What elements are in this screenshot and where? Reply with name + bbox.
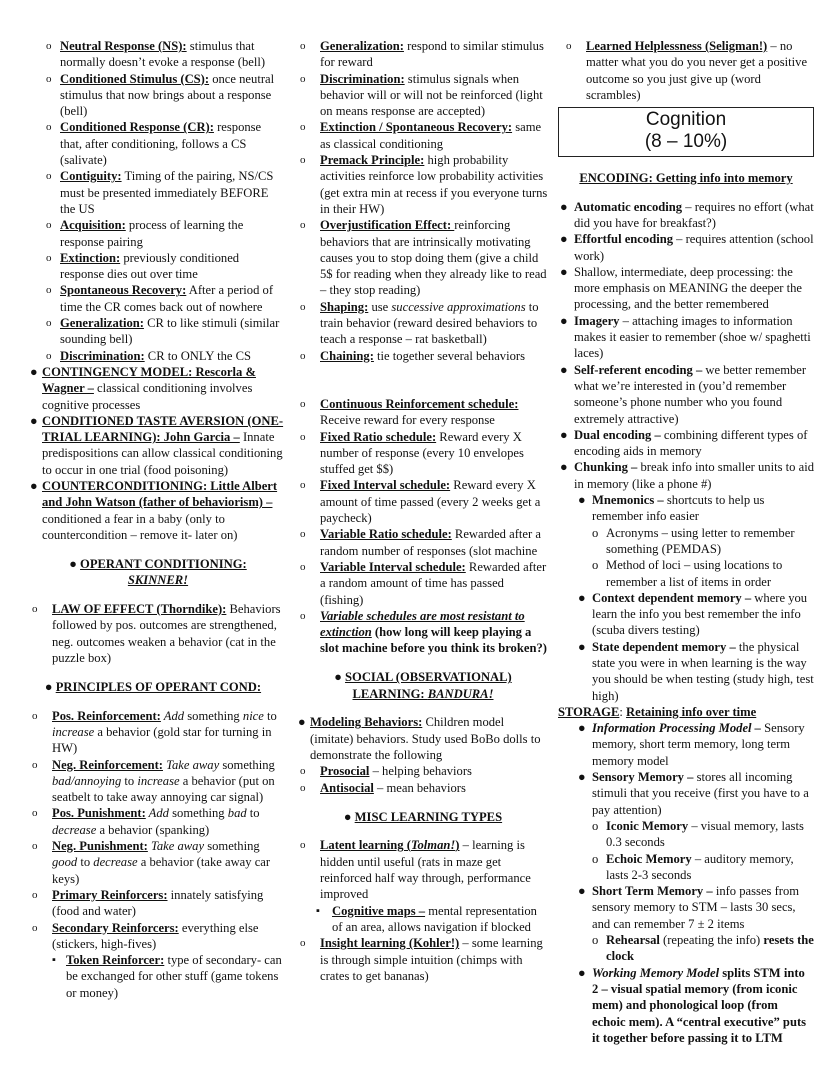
definition: Behaviors followed by pos. outcomes are strengthened, neg. outcomes weaken a behavior (cat in the puzzle box) xyxy=(52,601,281,665)
definition: – learning is hidden until useful (rats in maze get reinforced half way through, performance improved xyxy=(320,838,531,902)
section-heading xyxy=(558,704,814,720)
circle-bullet-icon: o xyxy=(46,121,52,134)
term: Echoic Memory xyxy=(606,851,692,866)
heading: OPERANT CONDITIONING: xyxy=(80,556,247,571)
text: a behavior (put on seatbelt to take away annoying car signal) xyxy=(52,773,275,805)
circle-bullet-icon: o xyxy=(46,72,52,85)
circle-bullet-icon: o xyxy=(46,349,52,362)
list-item xyxy=(558,557,814,590)
circle-bullet-icon: o xyxy=(32,888,38,901)
circle-bullet-icon: o xyxy=(300,397,306,410)
bullet-icon: ● xyxy=(578,590,586,605)
circle-bullet-icon: o xyxy=(592,525,599,540)
emphasis: increase xyxy=(137,773,180,788)
definition: Reward every X number of response (every 10 envelopes stuffed get $$) xyxy=(320,429,524,477)
text: something xyxy=(184,708,243,723)
bullet-icon: ● xyxy=(560,264,568,279)
circle-bullet-icon: o xyxy=(46,284,52,297)
text: to xyxy=(77,855,94,870)
bullet-icon: ● xyxy=(578,884,586,899)
definition: Children model (imitate) behaviors. Study used BoBo dolls to demonstrate the following xyxy=(310,715,541,763)
list-item xyxy=(298,837,548,902)
term: Learned Helplessness (Seligman!) xyxy=(586,39,768,53)
circle-bullet-icon: o xyxy=(592,851,599,866)
definition: Method of loci – using locations to remember a list of items in order xyxy=(606,558,783,589)
definition: stimulus signals when behavior will or will not be reinforced (light on means response are accepted) xyxy=(320,71,543,119)
definition: Timing of the pairing, NS/CS must be presented immediately BEFORE the US xyxy=(60,169,274,216)
text: a behavior (gold star for turning in HW) xyxy=(52,724,272,756)
term: Automatic encoding xyxy=(574,199,683,214)
definition: Receive reward for every response xyxy=(320,413,495,428)
definition: previously conditioned response dies out over time xyxy=(60,250,240,282)
circle-bullet-icon: o xyxy=(300,839,306,852)
term: Acquisition: xyxy=(60,218,126,233)
heading: MISC LEARNING TYPES xyxy=(354,809,503,824)
bullet-icon: ● xyxy=(560,313,568,328)
square-bullet-icon: ▪ xyxy=(52,954,56,967)
emphasis: decrease xyxy=(52,822,97,837)
list-item xyxy=(298,477,548,526)
definition: info passes from sensory memory to STM – lasts 30 secs, and can remember 7 ± 2 items xyxy=(592,884,800,931)
list-item xyxy=(558,932,814,965)
definition: CR to like stimuli (similar sounding bell) xyxy=(60,316,280,347)
list-item xyxy=(558,199,814,232)
list-item xyxy=(558,818,814,851)
list-item xyxy=(30,119,286,168)
circle-bullet-icon: o xyxy=(32,758,38,771)
list-item xyxy=(558,965,814,1046)
circle-bullet-icon: o xyxy=(32,602,38,615)
circle-bullet-icon: o xyxy=(300,154,306,167)
term: Chunking – xyxy=(574,460,638,475)
section-title-box xyxy=(558,107,814,157)
heading-subtitle: Retaining info over time xyxy=(626,704,757,719)
list-item xyxy=(30,282,286,315)
circle-bullet-icon: o xyxy=(300,219,306,232)
circle-bullet-icon: o xyxy=(46,40,52,52)
list-item xyxy=(30,805,286,838)
emphasis: good xyxy=(52,855,78,870)
circle-bullet-icon: o xyxy=(300,349,306,362)
list-item xyxy=(30,708,286,757)
heading: STORAGE xyxy=(558,704,620,719)
term: Neutral Response (NS): xyxy=(60,39,187,53)
term: Imagery xyxy=(574,313,620,328)
definition: – mean behaviors xyxy=(373,780,466,795)
list-item xyxy=(30,250,286,283)
list-item xyxy=(30,952,286,1001)
heading: COUNTERCONDITIONING: Little Albert and John Watson (father of behaviorism) – xyxy=(42,479,278,510)
term: Variable Interval schedule: xyxy=(320,559,466,574)
list-item xyxy=(30,413,286,478)
term: Contiguity: xyxy=(60,169,122,184)
bullet-icon: ● xyxy=(334,670,342,685)
list-item xyxy=(558,590,814,639)
definition: response that, after conditioning, follows a CS (salivate) xyxy=(60,120,262,168)
heading-name: SKINNER! xyxy=(127,573,189,588)
term: Context dependent memory – xyxy=(592,590,752,605)
section-percentage: (8 – 10%) xyxy=(644,131,728,153)
definition: reinforcing behaviors that are intrinsically motivating causes you to stop doing them (give a child 5$ for reading when they already like to read – they stop reading) xyxy=(320,218,547,298)
column-2 xyxy=(298,38,548,984)
term: Generalization: xyxy=(60,316,144,331)
emphasis: Take away xyxy=(147,839,205,854)
list-item xyxy=(558,492,814,525)
list-item xyxy=(558,38,814,103)
list-item xyxy=(558,769,814,818)
definition: Innate predispositions can allow classical conditioning to occur in one trial (food poisoning) xyxy=(42,430,283,477)
bullet-icon: ● xyxy=(560,362,568,377)
section-title: Cognition xyxy=(645,109,727,131)
bullet-icon: ● xyxy=(578,639,586,654)
bullet-icon: ● xyxy=(343,809,352,824)
term: Discrimination: xyxy=(320,71,405,86)
circle-bullet-icon: o xyxy=(32,709,38,722)
term: Extinction: xyxy=(60,250,121,265)
list-item xyxy=(298,119,548,152)
term: Rehearsal xyxy=(606,933,660,948)
section-heading xyxy=(30,556,286,589)
list-item xyxy=(558,720,814,769)
list-item xyxy=(558,362,814,427)
definition: CR to ONLY the CS xyxy=(144,348,252,363)
term: Prosocial xyxy=(320,764,370,779)
circle-bullet-icon: o xyxy=(46,251,52,264)
circle-bullet-icon: o xyxy=(566,40,572,52)
term: Shaping: xyxy=(320,299,369,314)
definition: – no matter what you do you never get a positive outcome so you just give up (word scrambles) xyxy=(586,39,808,102)
definition: combining different types of encoding aids in memory xyxy=(574,427,808,459)
circle-bullet-icon: o xyxy=(300,300,306,313)
list-item xyxy=(30,71,286,120)
term: Fixed Interval schedule: xyxy=(320,478,451,493)
definition: respond to similar stimulus for reward xyxy=(320,39,544,70)
term: Primary Reinforcers: xyxy=(52,887,168,902)
term: Overjustification Effect: xyxy=(320,218,455,233)
circle-bullet-icon: o xyxy=(300,765,306,778)
text: to train behavior (reward desired behaviors to teach a response – rat basketball) xyxy=(320,299,539,347)
definition: shortcuts to help us remember info easier xyxy=(592,493,765,524)
emphasis: successive approximations xyxy=(391,299,526,314)
term: Generalization: xyxy=(320,39,404,53)
text: something xyxy=(219,757,275,772)
definition: where you learn the info you best remember the info (scuba divers testing) xyxy=(592,590,808,638)
term: Secondary Reinforcers: xyxy=(52,920,179,935)
definition: stimulus that normally doesn’t evoke a response (bell) xyxy=(60,39,266,70)
definition: – requires attention (school work) xyxy=(574,232,814,263)
text: a behavior (take away car keys) xyxy=(52,855,271,886)
list-item xyxy=(30,168,286,217)
text: something xyxy=(168,806,228,821)
circle-bullet-icon: o xyxy=(300,479,306,492)
term: Variable schedules are most resistant to extinction xyxy=(320,608,525,640)
list-item xyxy=(298,152,548,217)
term: Mnemonics – xyxy=(592,493,664,508)
list-item xyxy=(298,608,548,657)
definition: – some learning is through simple intuition (chimps with crates to get bananas) xyxy=(320,936,543,983)
column-1 xyxy=(30,38,286,1001)
bullet-icon: ● xyxy=(578,965,586,980)
text: to xyxy=(121,773,138,788)
text: a behavior (spanking) xyxy=(96,822,210,837)
circle-bullet-icon: o xyxy=(300,560,306,573)
heading: CONTINGENCY MODEL: Rescorla & Wagner – xyxy=(42,364,256,396)
bullet-icon: ● xyxy=(578,721,586,736)
circle-bullet-icon: o xyxy=(46,219,52,232)
term: Conditioned Response (CR): xyxy=(60,120,214,135)
term: Antisocial xyxy=(320,780,374,795)
definition: Sensory memory, short term memory, long term memory model xyxy=(592,721,805,768)
list-item xyxy=(298,714,548,763)
definition: (repeating the info) xyxy=(659,933,764,948)
bullet-icon: ● xyxy=(560,232,568,247)
section-heading xyxy=(298,669,548,702)
list-item xyxy=(298,38,548,71)
term: Neg. Punishment: xyxy=(52,839,148,854)
definition: everything else (stickers, high-fives) xyxy=(52,920,259,951)
term: Short Term Memory – xyxy=(592,884,713,899)
definition: process of learning the response pairing xyxy=(60,218,244,249)
definition: once neutral stimulus that now brings about a response (bell) xyxy=(60,71,275,119)
list-item xyxy=(298,299,548,348)
emphasis: increase xyxy=(52,724,95,739)
text: to xyxy=(246,806,260,821)
term: Information Processing Model – xyxy=(592,721,761,736)
emphasis: Add xyxy=(145,806,169,821)
definition: (how long will keep playing a slot machine before you think its broken?) xyxy=(320,625,547,656)
list-item xyxy=(298,396,548,429)
term: Chaining: xyxy=(320,348,374,363)
emphasis: nice xyxy=(242,708,264,723)
list-item xyxy=(30,38,286,71)
term: LAW OF EFFECT (Thorndike): xyxy=(52,601,227,616)
bullet-icon: ● xyxy=(30,364,38,379)
list-item xyxy=(298,935,548,984)
list-item xyxy=(30,315,286,348)
list-item xyxy=(558,851,814,884)
circle-bullet-icon: o xyxy=(300,430,306,443)
bullet-icon: ● xyxy=(578,770,586,785)
emphasis: Take away xyxy=(162,757,220,772)
list-item xyxy=(30,838,286,887)
list-item xyxy=(558,264,814,313)
heading: CONDITIONED TASTE AVERSION (ONE-TRIAL LEARNING): John Garcia – xyxy=(42,413,284,445)
list-item xyxy=(558,231,814,264)
circle-bullet-icon: o xyxy=(32,921,38,934)
term: Iconic Memory xyxy=(606,818,689,833)
section-heading xyxy=(298,809,548,825)
definition: Shallow, intermediate, deep processing: the more emphasis on MEANING the deeper the processing, and the better remembered xyxy=(574,264,803,312)
term-name: Tolman! xyxy=(410,838,456,853)
circle-bullet-icon: o xyxy=(300,609,306,622)
list-item xyxy=(298,71,548,120)
section-heading xyxy=(558,170,814,186)
definition: the physical state you were in when learning is the way you should be when testing (study high, test high) xyxy=(592,639,814,703)
definition: tie together several behaviors xyxy=(373,348,525,363)
text: to xyxy=(263,708,277,723)
definition: Reward every X amount of time passed (every 2 weeks get a paycheck) xyxy=(320,478,541,526)
heading-separator: : xyxy=(619,704,627,719)
circle-bullet-icon: o xyxy=(592,558,599,573)
circle-bullet-icon: o xyxy=(300,781,306,794)
circle-bullet-icon: o xyxy=(300,72,306,85)
term: State dependent memory – xyxy=(592,639,736,654)
term: Premack Principle: xyxy=(320,153,425,168)
definition: we better remember what we’re interested in (you’d remember someone’s phone number who you found extremely attractive) xyxy=(574,362,807,426)
term: Continuous Reinforcement schedule: xyxy=(320,396,519,411)
definition: Rewarded after a random number of responses (slot machine xyxy=(320,527,541,558)
bullet-icon: ● xyxy=(30,479,38,494)
emphasis: decrease xyxy=(93,855,138,870)
square-bullet-icon: ▪ xyxy=(316,904,320,917)
definition: stores all incoming stimuli that you receive (first you have to a pay attention) xyxy=(592,770,809,817)
definition: classical conditioning involves cognitive processes xyxy=(42,381,253,412)
emphasis: Add xyxy=(160,708,185,723)
list-item xyxy=(298,780,548,796)
bullet-icon: ● xyxy=(44,679,53,694)
definition: type of secondary- can be exchanged for other stuff (game tokens or money) xyxy=(66,953,282,1000)
term: Extinction / Spontaneous Recovery: xyxy=(320,120,513,135)
spacer xyxy=(298,364,548,396)
list-item xyxy=(298,217,548,298)
bullet-icon: ● xyxy=(578,493,586,508)
term: Spontaneous Recovery: xyxy=(60,283,187,298)
definition: – requires no effort (what did you have for breakfast?) xyxy=(574,199,814,230)
circle-bullet-icon: o xyxy=(300,121,306,134)
term: Dual encoding – xyxy=(574,427,661,442)
bullet-icon: ● xyxy=(69,556,77,571)
list-item xyxy=(30,478,286,543)
definition: splits STM into 2 – visual spatial memory (from iconic mem) and phonological loop (from echoic mem). A “central executive” puts it together before passing it to LTM xyxy=(592,965,807,1045)
term: Working Memory Model xyxy=(592,965,720,980)
term: Variable Ratio schedule: xyxy=(320,527,452,542)
definition: Acronyms – using letter to remember something (PEMDAS) xyxy=(606,525,795,556)
circle-bullet-icon: o xyxy=(300,528,306,541)
term: Latent learning ( xyxy=(320,838,411,853)
definition: conditioned a fear in a baby (only to countercondition – remove it- later on) xyxy=(42,511,238,542)
term: Discrimination: xyxy=(60,348,145,363)
heading: SOCIAL (OBSERVATIONAL) LEARNING: xyxy=(345,670,512,701)
definition: – attaching images to information makes it easier to remember (shoe w/ spaghetti laces) xyxy=(574,313,811,361)
list-item xyxy=(298,763,548,779)
term: Pos. Punishment: xyxy=(52,806,146,821)
definition: – helping behaviors xyxy=(369,764,472,779)
list-item xyxy=(558,313,814,362)
term: Self-referent encoding – xyxy=(574,362,703,377)
bullet-icon: ● xyxy=(560,199,568,214)
heading-name: BANDURA! xyxy=(427,686,494,701)
list-item xyxy=(30,887,286,920)
circle-bullet-icon: o xyxy=(300,937,306,950)
term: Neg. Reinforcement: xyxy=(52,757,163,772)
definition: After a period of time the CR comes back out of nowhere xyxy=(60,283,274,314)
list-item xyxy=(30,217,286,250)
list-item xyxy=(30,757,286,806)
list-item xyxy=(298,429,548,478)
list-item xyxy=(558,459,814,492)
term: Fixed Ratio schedule: xyxy=(320,429,437,444)
definition: high probability activities reinforce low probability activities (get extra min at recess if you everyone turns in their HW) xyxy=(320,153,548,216)
list-item xyxy=(30,601,286,666)
column-3 xyxy=(558,38,814,1046)
list-item xyxy=(558,525,814,558)
definition: same as classical conditioning xyxy=(320,120,542,151)
list-item xyxy=(558,427,814,460)
term: Sensory Memory – xyxy=(592,770,694,785)
circle-bullet-icon: o xyxy=(32,840,38,853)
definition: – visual memory, lasts 0.3 seconds xyxy=(606,818,804,850)
definition: break info into smaller units to aid in memory (like a phone #) xyxy=(574,460,814,491)
bullet-icon: ● xyxy=(298,715,306,730)
term: Cognitive maps – xyxy=(332,903,426,918)
list-item xyxy=(298,526,548,559)
list-item xyxy=(298,348,548,364)
text: use xyxy=(368,299,392,314)
circle-bullet-icon: o xyxy=(592,933,599,948)
term: ) xyxy=(455,838,460,853)
heading: PRINCIPLES OF OPERANT COND: xyxy=(55,679,262,694)
section-heading xyxy=(30,679,286,695)
emphasis: bad/annoying xyxy=(52,773,122,788)
definition: mental representation of an area, allows navigation if blocked xyxy=(332,903,537,934)
definition: innately satisfying (food and water) xyxy=(52,887,264,919)
list-item xyxy=(298,559,548,608)
list-item xyxy=(298,903,548,936)
term: Token Reinforcer: xyxy=(66,953,165,968)
list-item xyxy=(558,883,814,932)
emphasis: resets the clock xyxy=(606,933,814,964)
term: Conditioned Stimulus (CS): xyxy=(60,71,210,86)
circle-bullet-icon: o xyxy=(46,317,52,330)
circle-bullet-icon: o xyxy=(300,40,306,52)
definition: Rewarded after a random amount of time has passed (fishing) xyxy=(320,559,547,607)
list-item xyxy=(30,364,286,413)
circle-bullet-icon: o xyxy=(32,807,38,820)
circle-bullet-icon: o xyxy=(592,818,599,833)
term: Insight learning (Kohler!) xyxy=(320,936,460,951)
emphasis: bad xyxy=(227,806,247,821)
term: Modeling Behaviors: xyxy=(310,715,423,730)
term: Effortful encoding xyxy=(574,232,673,247)
list-item xyxy=(30,920,286,953)
bullet-icon: ● xyxy=(560,427,568,442)
list-item xyxy=(558,639,814,704)
heading: ENCODING: Getting info into memory xyxy=(579,170,793,185)
bullet-icon: ● xyxy=(30,413,38,428)
definition: – auditory memory, lasts 2-3 seconds xyxy=(606,851,794,882)
circle-bullet-icon: o xyxy=(46,170,52,183)
list-item xyxy=(30,348,286,364)
bullet-icon: ● xyxy=(560,460,568,475)
text: something xyxy=(204,839,260,854)
term: Pos. Reinforcement: xyxy=(52,708,161,723)
